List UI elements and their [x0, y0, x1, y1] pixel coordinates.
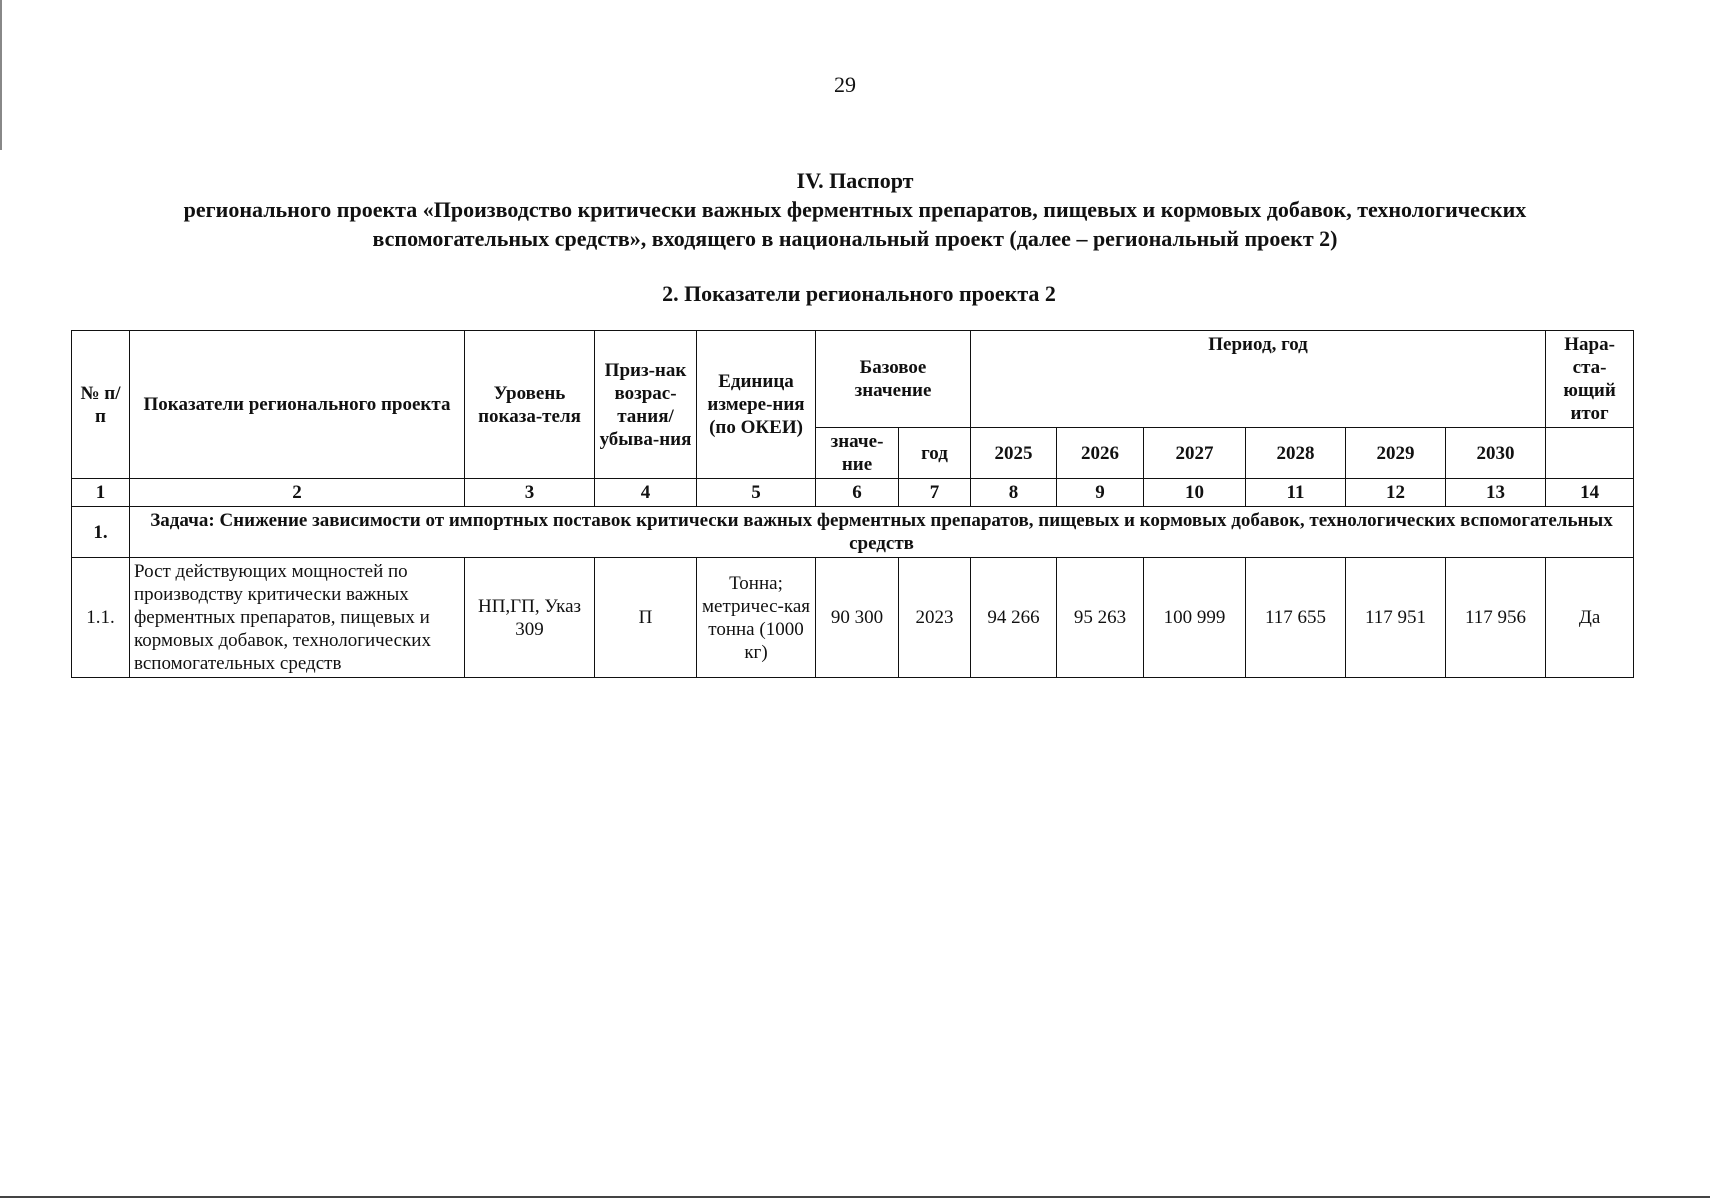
- year-value: 94 266: [971, 558, 1057, 678]
- indicator-name: Рост действующих мощностей по производству критически важных ферментных препаратов, пищевых и кормовых добавок, технологических вспомогательных средств: [130, 558, 465, 678]
- header-num: № п/п: [72, 331, 130, 479]
- header-level: Уровень показа-теля: [465, 331, 595, 479]
- column-number: 6: [816, 479, 899, 507]
- title-line-1: IV. Паспорт: [796, 168, 914, 193]
- header-cumulative: Нара-ста-ющий итог: [1546, 331, 1634, 428]
- indicator-unit: Тонна; метричес-кая тонна (1000 кг): [697, 558, 816, 678]
- header-period: Период, год: [971, 331, 1546, 428]
- task-number: 1.: [72, 507, 130, 558]
- column-number: 12: [1346, 479, 1446, 507]
- year-value: 117 951: [1346, 558, 1446, 678]
- task-text: Задача: Снижение зависимости от импортных поставок критически важных ферментных препаратов, пищевых и кормовых добавок, технологических вспомогательных средств: [130, 507, 1634, 558]
- row-number: 1.1.: [72, 558, 130, 678]
- column-number: 13: [1446, 479, 1546, 507]
- indicator-trend: П: [595, 558, 697, 678]
- header-year: 2027: [1144, 428, 1246, 479]
- table-row: [72, 558, 1634, 678]
- header-row-top: [72, 331, 1634, 428]
- column-number: 3: [465, 479, 595, 507]
- header-year: 2025: [971, 428, 1057, 479]
- column-number: 10: [1144, 479, 1246, 507]
- header-trend: Приз-нак возрас-тания/ убыва-ния: [595, 331, 697, 479]
- column-number: 5: [697, 479, 816, 507]
- year-value: 117 956: [1446, 558, 1546, 678]
- header-base-year: год: [899, 428, 971, 479]
- cumulative-value: Да: [1546, 558, 1634, 678]
- header-year: 2030: [1446, 428, 1546, 479]
- column-number: 7: [899, 479, 971, 507]
- header-year: 2026: [1057, 428, 1144, 479]
- column-number: 1: [72, 479, 130, 507]
- column-number: 11: [1246, 479, 1346, 507]
- column-number: 4: [595, 479, 697, 507]
- base-value: 90 300: [816, 558, 899, 678]
- column-number: 14: [1546, 479, 1634, 507]
- year-value: 117 655: [1246, 558, 1346, 678]
- year-value: 100 999: [1144, 558, 1246, 678]
- scan-bottom-line: [0, 1196, 1710, 1198]
- document-title: [100, 166, 1610, 253]
- header-base: Базовое значение: [816, 331, 971, 428]
- section-title: 2. Показатели регионального проекта 2: [662, 281, 1056, 306]
- column-number: 8: [971, 479, 1057, 507]
- year-value: 95 263: [1057, 558, 1144, 678]
- column-number: 2: [130, 479, 465, 507]
- header-year: 2028: [1246, 428, 1346, 479]
- column-number-row: [72, 479, 1634, 507]
- task-row: [72, 507, 1634, 558]
- title-line-2: регионального проекта «Производство критически важных ферментных препаратов, пищевых и кормовых добавок, технологических вспомогательных средств», входящего в национальный проект (далее – региональный проект 2): [183, 197, 1527, 251]
- header-base-value: значе-ние: [816, 428, 899, 479]
- header-year: 2029: [1346, 428, 1446, 479]
- header-indicator: Показатели регионального проекта: [130, 331, 465, 479]
- base-year: 2023: [899, 558, 971, 678]
- header-cumulative-empty: [1546, 428, 1634, 479]
- header-unit: Единица измере-ния (по ОКЕИ): [697, 331, 816, 479]
- indicator-level: НП,ГП, Указ 309: [465, 558, 595, 678]
- column-number: 9: [1057, 479, 1144, 507]
- page-number: 29: [834, 72, 856, 97]
- indicators-table: [71, 330, 1634, 678]
